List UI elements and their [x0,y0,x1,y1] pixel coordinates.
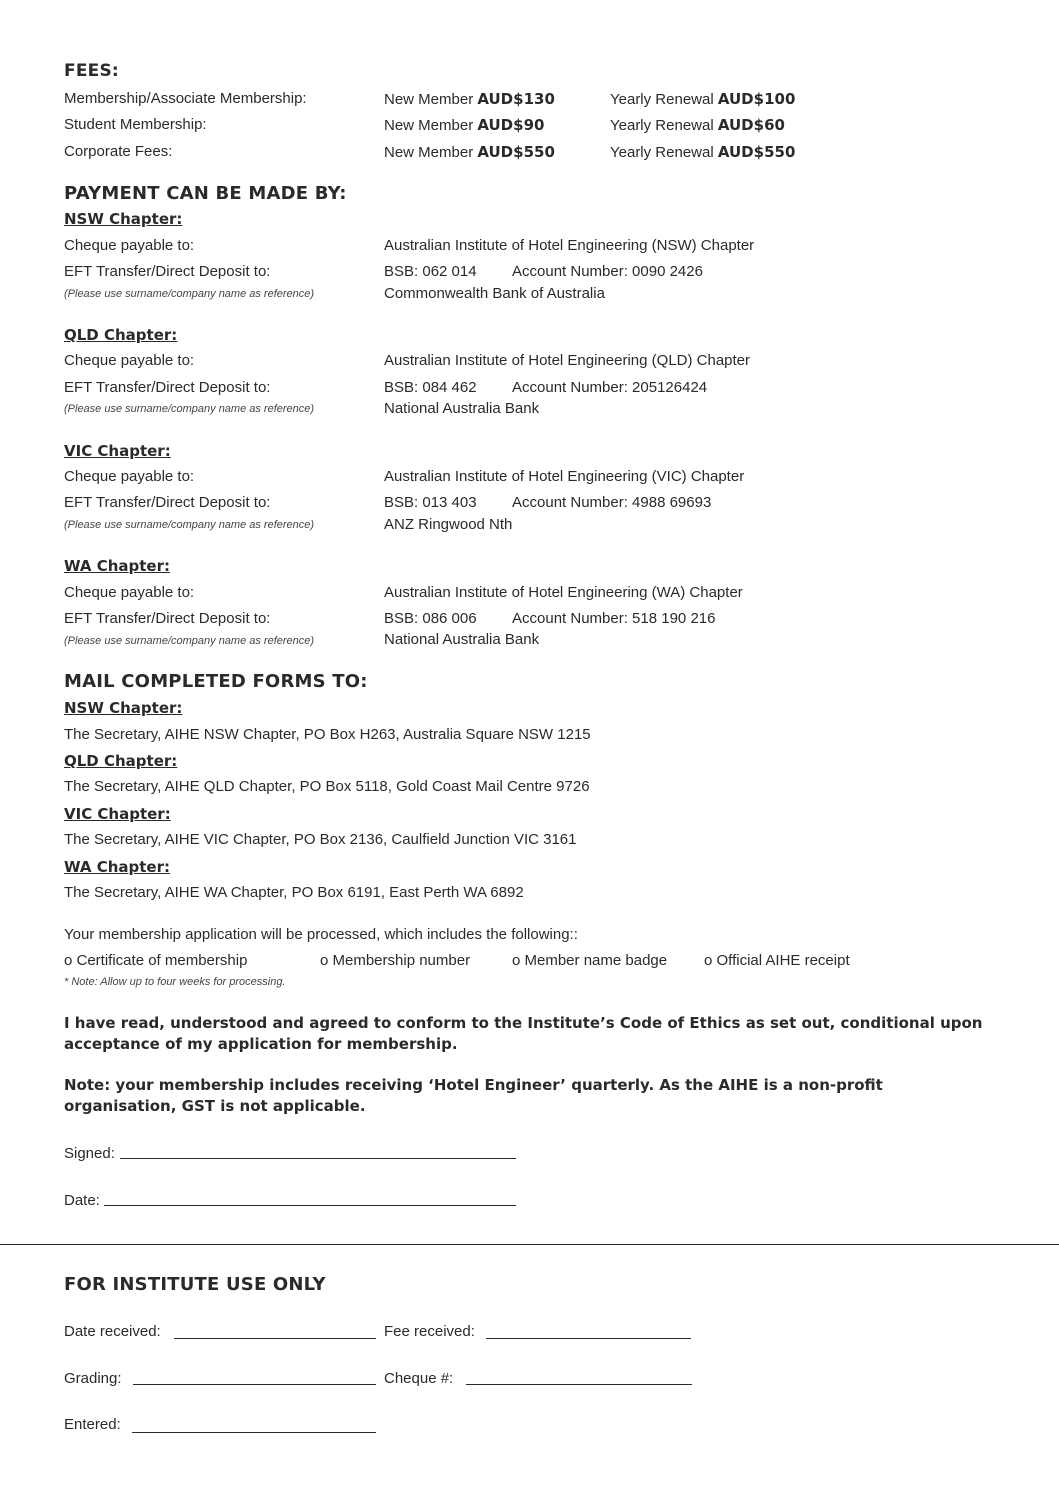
chapter-heading: QLD Chapter: [64,752,178,770]
reference-note: (Please use surname/company name as reference) [64,288,315,300]
processing-item: o Membership number [320,952,471,969]
fee-renewal: Yearly Renewal AUD$550 [610,143,796,161]
chapter-heading: VIC Chapter: [64,805,171,823]
bank-name: Commonwealth Bank of Australia [384,285,605,302]
chapter-heading: NSW Chapter: [64,699,183,717]
grading-label: Grading: [64,1370,122,1387]
mailing-address: The Secretary, AIHE QLD Chapter, PO Box 5118, Gold Coast Mail Centre 9726 [64,778,590,795]
cheque-label: Cheque payable to: [64,237,195,254]
chapter-heading: NSW Chapter: [64,210,183,228]
mailing-address: The Secretary, AIHE WA Chapter, PO Box 6191, East Perth WA 6892 [64,884,524,901]
chapter-heading: WA Chapter: [64,557,170,575]
mailing-address: The Secretary, AIHE VIC Chapter, PO Box 2136, Caulfield Junction VIC 3161 [64,831,577,848]
chapter-heading: VIC Chapter: [64,442,171,460]
chapter-heading: QLD Chapter: [64,326,178,344]
eft-label: EFT Transfer/Direct Deposit to: [64,494,271,511]
eft-label: EFT Transfer/Direct Deposit to: [64,379,271,396]
fee-renewal: Yearly Renewal AUD$100 [610,90,796,108]
cheque-label: Cheque payable to: [64,352,195,369]
bsb: BSB: 086 006 [384,610,477,627]
reference-note: (Please use surname/company name as reference) [64,519,315,531]
reference-note: (Please use surname/company name as reference) [64,403,315,415]
entered-label: Entered: [64,1416,121,1433]
bsb: BSB: 013 403 [384,494,477,511]
account-number: Account Number: 0090 2426 [512,263,703,280]
fee-received-line[interactable] [486,1338,691,1339]
fee-new-member: New Member AUD$550 [384,143,555,161]
cheque-payee: Australian Institute of Hotel Engineering (VIC) Chapter [384,468,745,485]
grading-line[interactable] [133,1384,376,1385]
institute-heading: FOR INSTITUTE USE ONLY [64,1274,326,1295]
fee-renewal: Yearly Renewal AUD$60 [610,116,785,134]
fee-new-member: New Member AUD$90 [384,116,545,134]
ethics-declaration: I have read, understood and agreed to conform to the Institute’s Code of Ethics as set out, conditional upon acceptance of my application for membership. [64,1014,983,1053]
account-number: Account Number: 205126424 [512,379,708,396]
reference-note: (Please use surname/company name as reference) [64,635,315,647]
bank-name: National Australia Bank [384,631,540,648]
cheque-payee: Australian Institute of Hotel Engineering (QLD) Chapter [384,352,751,369]
processing-item: o Official AIHE receipt [704,952,850,969]
fee-label: Membership/Associate Membership: [64,90,307,107]
bsb: BSB: 084 462 [384,379,477,396]
cheque-payee: Australian Institute of Hotel Engineering (NSW) Chapter [384,237,755,254]
eft-label: EFT Transfer/Direct Deposit to: [64,610,271,627]
section-divider [0,1244,1059,1245]
cheque-number-label: Cheque #: [384,1370,454,1387]
bsb: BSB: 062 014 [384,263,477,280]
date-line[interactable] [104,1205,516,1206]
fees-heading: FEES: [64,61,119,81]
fee-received-label: Fee received: [384,1323,475,1340]
cheque-payee: Australian Institute of Hotel Engineering (WA) Chapter [384,584,743,601]
chapter-heading: WA Chapter: [64,858,170,876]
fee-label: Student Membership: [64,116,207,133]
processing-item: o Member name badge [512,952,668,969]
payment-heading: PAYMENT CAN BE MADE BY: [64,183,347,204]
mail-heading: MAIL COMPLETED FORMS TO: [64,671,368,692]
gst-note: Note: your membership includes receiving ‘Hotel Engineer’ quarterly. As the AIHE is a non-profit organisation, GST is not applicable. [64,1076,883,1115]
account-number: Account Number: 518 190 216 [512,610,716,627]
signature-line[interactable] [120,1158,516,1159]
cheque-label: Cheque payable to: [64,584,195,601]
eft-label: EFT Transfer/Direct Deposit to: [64,263,271,280]
bank-name: ANZ Ringwood Nth [384,516,513,533]
cheque-label: Cheque payable to: [64,468,195,485]
entered-line[interactable] [132,1432,376,1433]
account-number: Account Number: 4988 69693 [512,494,712,511]
processing-note: * Note: Allow up to four weeks for processing. [64,976,286,988]
signed-label: Signed: [64,1145,115,1162]
fee-new-member: New Member AUD$130 [384,90,555,108]
bank-name: National Australia Bank [384,400,540,417]
processing-intro: Your membership application will be processed, which includes the following:: [64,926,578,943]
date-received-line[interactable] [174,1338,376,1339]
mailing-address: The Secretary, AIHE NSW Chapter, PO Box H263, Australia Square NSW 1215 [64,726,591,743]
processing-item: o Certificate of membership [64,952,248,969]
fee-label: Corporate Fees: [64,143,173,160]
cheque-number-line[interactable] [466,1384,692,1385]
date-received-label: Date received: [64,1323,161,1340]
date-label: Date: [64,1192,100,1209]
